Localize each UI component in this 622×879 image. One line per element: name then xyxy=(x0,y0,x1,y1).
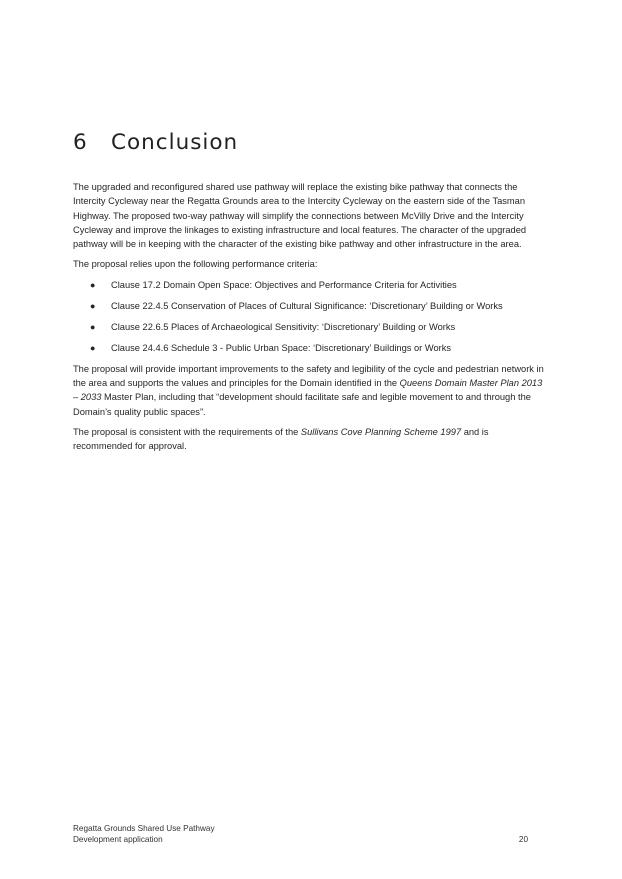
paragraph-text: Master Plan, including that “development should facilitate safe and legible movement to and through the Domain’s quality public spaces”. xyxy=(73,392,531,417)
document-reference: Sullivans Cove Planning Scheme 1997 xyxy=(300,426,462,437)
criteria-text: Clause 22.6.5 Places of Archaeological Sensitivity: ‘Discretionary’ Building or Works xyxy=(111,321,456,332)
list-item xyxy=(73,341,548,355)
list-item xyxy=(73,278,548,292)
paragraph-recommendation xyxy=(73,425,548,454)
footer-document-type: Development application xyxy=(73,835,163,844)
criteria-list xyxy=(73,278,548,355)
criteria-text: Clause 24.4.6 Schedule 3 - Public Urban Space: ‘Discretionary’ Buildings or Works xyxy=(111,342,452,353)
footer-project-title: Regatta Grounds Shared Use Pathway xyxy=(73,824,215,833)
section-title: Conclusion xyxy=(111,130,239,155)
criteria-text: Clause 22.4.5 Conservation of Places of Cultural Significance: ‘Discretionary’ Building or Works xyxy=(111,300,503,311)
bullet-icon: ● xyxy=(90,321,96,332)
paragraph-text: The proposal is consistent with the requirements of the xyxy=(73,426,301,437)
paragraph-intro: The upgraded and reconfigured shared use pathway will replace the existing bike pathway that connects the Intercity Cycleway near the Regatta Grounds area to the Intercity Cycleway on the eastern side of the Tasman Highway. The proposed two-way pathway will simplify the connections between McVilly Drive and the Intercity Cycleway and improve the linkages to existing infrastructure and local features. The character of the upgraded pathway will be in keeping with the character of the existing bike pathway and other infrastructure in the area. xyxy=(73,182,527,250)
page-footer xyxy=(73,823,548,845)
bullet-icon: ● xyxy=(90,300,96,311)
section-heading xyxy=(73,130,238,155)
paragraph-improvements xyxy=(73,362,548,419)
section-number: 6 xyxy=(73,130,88,155)
criteria-text: Clause 17.2 Domain Open Space: Objectives and Performance Criteria for Activities xyxy=(111,279,457,290)
bullet-icon: ● xyxy=(90,342,96,353)
bullet-icon: ● xyxy=(90,279,96,290)
document-reference: Queens Domain Master Plan 2013 – 2033 xyxy=(73,378,543,403)
section-body xyxy=(73,180,548,460)
page-number: 20 xyxy=(518,835,528,844)
list-item xyxy=(73,320,548,334)
paragraph-text: The proposal will provide important improvements to the safety and legibility of the cycle and pedestrian network in the area and supports the values and principles for the Domain identified in the xyxy=(73,363,544,389)
paragraph-text: and is recommended for approval. xyxy=(73,426,489,452)
list-item xyxy=(73,299,548,313)
paragraph-criteria-intro: The proposal relies upon the following performance criteria: xyxy=(73,259,318,270)
